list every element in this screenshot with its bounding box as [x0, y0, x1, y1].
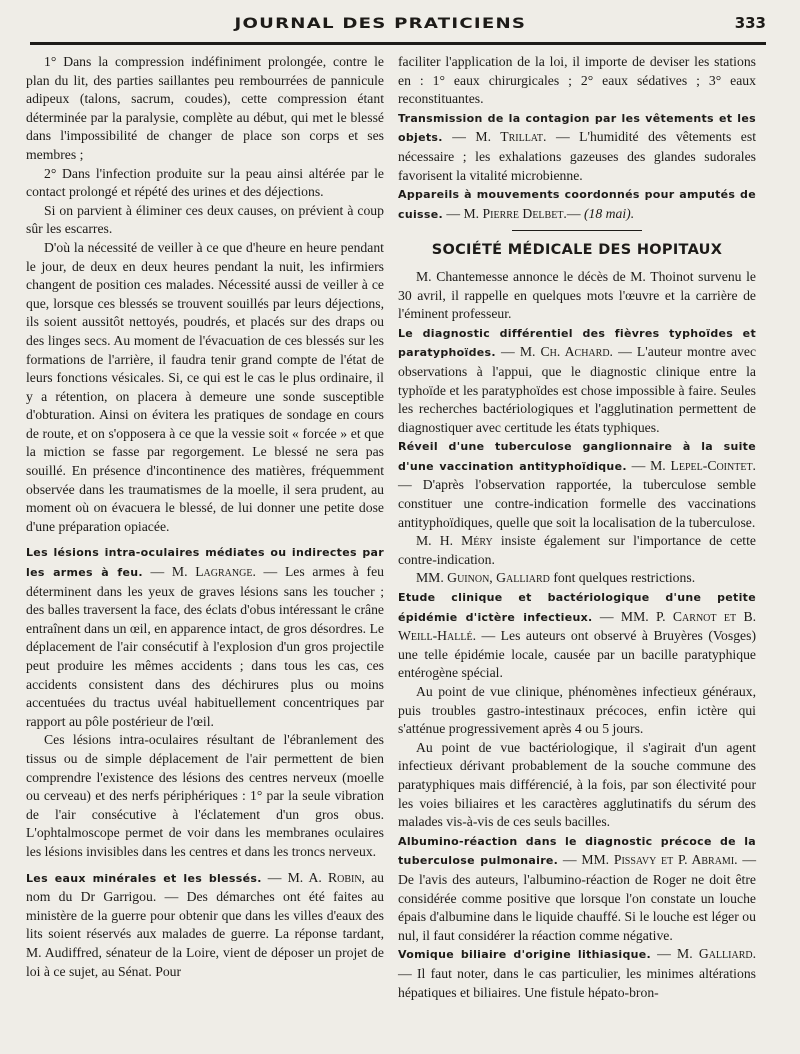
article-text: au nom du Dr Garrigou. — Des démarches ont été faites au ministère de la guerre pour obtenir que dans les villes d'eaux des lits soient réservés aux malades de guerre. La réponse tardant, M. Audiffred, sénateur de la Loire, vient de déposer un projet de loi à ce sujet, au Sénat. Pour: [26, 869, 385, 979]
article-entry: Les lésions intra-oculaires médiates ou indirectes par les armes à feu. — M. Lagrange. — Les armes à feu déterminent dans les yeux de graves lésions sans les toucher ; des balles traversent la face, des éclats d'obus intéressant le crâne entraînent dans un œil, en apparence intact, de gros désordres. Le déplacement de l'air consécutif à l'explosion d'un gros projectile peut produire les mêmes accidents ; dans tous les cas, ces accidents consistent dans des déchirures plus ou moins accentuées du tractus uvéal habituellement concentriques par rapport au pôle postérieur de l'œil.: [26, 546, 384, 729]
section-title: SOCIÉTÉ MÉDICALE DES HOPITAUX: [431, 242, 723, 259]
article-author: M. Ch. Achard.: [519, 344, 613, 360]
article-text: Il faut noter, dans le cas particulier, les minimes altérations hépatiques et biliaires. Une fistule hépato-bron-: [398, 965, 756, 1000]
article-author: M. Trillat.: [475, 129, 547, 145]
article-title: Etude clinique et bactériologique d'une petite épidémie d'ictère infectieux.: [398, 591, 756, 624]
section-separator: [512, 230, 642, 231]
article-text: Les auteurs ont observé à Bruyères (Vosges) une telle épidémie locale, causée par un bacille paratyphique entérogène spécial.: [398, 628, 757, 681]
article-author: MM. Guinon, Galliard: [416, 570, 550, 586]
article-text: font quelques restrictions.: [553, 570, 696, 586]
article-date: (18 mai).: [583, 205, 635, 221]
article-entry: Etude clinique et bactériologique d'une petite épidémie d'ictère infectieux. — MM. P. Carnot et B. Weill-Hallé. — Les auteurs ont observé à Bruyères (Vosges) une telle épidémie locale, causée par un bacille paratyphique entérogène spécial.: [398, 591, 757, 681]
article-author: MM. Pissavy et P. Abrami.: [581, 852, 738, 868]
article-text: L'auteur montre avec observations à l'appui, que le diagnostic clinique entre la typhoïde et les paratyphoïdes est chose impossible à faire. Seules les recherches bactériologiques et l'agglutination permettent de diagnostiquer avec certitude les états typhiques.: [398, 344, 757, 435]
header-rule: [30, 42, 766, 45]
article-title: Le diagnostic différentiel des fièvres typhoïdes et paratyphoïdes.: [398, 326, 756, 360]
article-title: Vomique biliaire d'origine lithiasique.: [398, 948, 651, 962]
article-entry: Appareils à mouvements coordonnés pour amputés de cuisse. — M. Pierre Delbet.— (18 mai).: [398, 188, 756, 221]
article-text: L'humidité des vêtements est nécessaire ; les exhalations gazeuses des glandes sudorales favorisent la vitalité microbienne.: [398, 129, 757, 183]
article-title: Appareils à mouvements coordonnés pour amputés de cuisse.: [398, 188, 756, 221]
article-author: M. Pierre Delbet.: [463, 205, 567, 221]
page-number: 333: [734, 14, 766, 32]
article-title: Réveil d'une tuberculose ganglionnaire à la suite d'une vaccination antityphoïdique.: [398, 440, 756, 473]
article-entry: Le diagnostic différentiel des fièvres typhoïdes et paratyphoïdes. — M. Ch. Achard. — L'auteur montre avec observations à l'appui, que le diagnostic clinique entre la typhoïde et les paratyphoïdes est chose impossible à faire. Seules les recherches bactériologiques et l'agglutination permettent de diagnostiquer avec certitude les états typhiques.: [398, 326, 757, 435]
paragraph: D'où la nécessité de veiller à ce que d'heure en heure pendant le jour, de deux en deux heures pendant la nuit, les infirmiers changent de position ces malades. Nécessité aussi de veiller à ce que, lorsque ces blessés se trouvent souillés par leurs déjections, ils soient aussitôt nettoyés, poudrés, et placés sur des draps ou des linges secs. Au moment de l'évacuation de ces blessés sur les formations de l'arrière, il faudra tenir grand compte de l'état de leurs fonctions vésicales. Si, ce qui est le cas le plus ordinaire, il y a rétention, on placera à demeure une sonde susceptible d'obturation. Ainsi on évitera les pratiques de sondage en cours de route, et on s'opposera à ce que la vessie soit « forcée » et que la miction se fasse par regorgement. Le blessé ne sera pas souillé. En présence d'incontinence des matières, fréquemment observée dans les traumatismes de la moelle, il sera prudent, au moment où on évacuera le blessé, de lui donner une petite dose d'une préparation opiacée.: [26, 239, 384, 534]
right-column: [398, 53, 756, 1002]
text-columns: [26, 53, 766, 1002]
article-author: M. H. Méry: [416, 533, 493, 549]
paragraph: Si on parvient à éliminer ces deux causes, on prévient à coup sûr les escarres.: [26, 202, 384, 237]
paragraph: faciliter l'application de la loi, il importe de deviser les stations en : 1° eaux chirurgicales ; 2° eaux sédatives ; 3° eaux reconstituantes.: [398, 54, 756, 107]
spacer: [26, 862, 384, 869]
article-title: Transmission de la contagion par les vêtements et les objets.: [398, 111, 756, 145]
paragraph: [398, 569, 756, 588]
paragraph: Au point de vue bactériologique, il s'agirait d'un agent infectieux dérivant probablement de la souche commune des paratyphiques mais différencié, à la fois, par son électivité pour les voies biliaires et les caractères agglutinatifs du sérum des malades vis-à-vis de ces seuls bacilles.: [398, 739, 756, 830]
article-author: M. Lepel-Cointet.: [650, 457, 756, 473]
article-text: Les armes à feu déterminent dans les yeux de graves lésions sans les toucher ; des balles traversent la face, des éclats d'obus intéressant le crâne entraînent dans un œil, en apparence intact, de gros désordres. Le déplacement de l'air consécutif à l'explosion d'un gros projectile peut produire les mêmes accidents ; dans tous les cas, ces accidents consistent dans des déchirures plus ou moins accentuées du tractus uvéal habituellement concentriques par rapport au pôle postérieur de l'œil.: [26, 564, 384, 729]
paragraph: Au point de vue clinique, phénomènes infectieux généraux, puis troubles gastro-intestinaux précoces, enfin ictère qui s'atténue progressivement après 4 ou 5 jours.: [398, 684, 756, 737]
article-title: Albumino-réaction dans le diagnostic précoce de la tuberculose pulmonaire.: [398, 834, 756, 868]
article-entry: Les eaux minérales et les blessés. — M. A. Robin, au nom du Dr Garrigou. — Des démarches ont été faites au ministère de la guerre pour obtenir que dans les villes d'eaux des lits soient réservés aux malades de guerre. La réponse tardant, M. Audiffred, sénateur de la Loire, vient de déposer un projet de loi à ce sujet, au Sénat. Pour: [26, 869, 385, 979]
article-text: De l'avis des auteurs, l'albumino-réaction de Roger ne doit être considérée comme positive que lorsque l'on constate un louche épais d'albumine dans le liquide chauffé. Si le louche est léger ou nul, il faut considérer la réaction comme négative.: [398, 871, 756, 943]
article-entry: Vomique biliaire d'origine lithiasique. — M. Galliard. — Il faut noter, dans le cas particulier, les minimes altérations hépatiques et biliaires. Une fistule hépato-bron-: [398, 946, 757, 1000]
spacer: [26, 536, 384, 543]
article-author: M. Galliard.: [677, 946, 757, 962]
article-text: insiste également sur l'importance de cette contre-indication.: [398, 533, 756, 567]
page-header: [26, 14, 766, 40]
article-entry: Albumino-réaction dans le diagnostic précoce de la tuberculose pulmonaire. — MM. Pissavy et P. Abrami. — De l'avis des auteurs, l'albumino-réaction de Roger ne doit être considérée comme positive que lorsque l'on constate un louche épais d'albumine dans le liquide chauffé. Si le louche est léger ou nul, il faut considérer la réaction comme négative.: [398, 834, 757, 943]
paragraph: Ces lésions intra-oculaires résultant de l'ébranlement des tissus ou de simple déplacement de l'air permettent de bien comprendre l'existence des lésions des centres nerveux (moelle ou cerveau) et des nerfs périphériques : 1° par la seule vibration de l'air consécutive à l'éclatement d'un gros obus. L'ophtalmoscope permet de voir dans les membranes oculaires les lésions invisibles dans les centres et dans les troncs nerveux.: [26, 732, 384, 859]
journal-title: JOURNAL DES PRATICIENS: [234, 16, 527, 32]
article-author: M. A. Robin,: [287, 869, 365, 885]
article-entry: Transmission de la contagion par les vêtements et les objets. — M. Trillat. — L'humidité des vêtements est nécessaire ; les exhalations gazeuses des glandes sudorales favorisent la vitalité microbienne.: [398, 111, 757, 183]
article-title: Les eaux minérales et les blessés.: [26, 871, 262, 885]
article-text: D'après l'observation rapportée, la tuberculose semble constituer une contre-indication formelle des vaccinations antityphoïdiques, quelle que soit la localisation de la tuberculose.: [398, 477, 757, 530]
article-entry: Réveil d'une tuberculose ganglionnaire à la suite d'une vaccination antityphoïdique. — M. Lepel-Cointet. — D'après l'observation rapportée, la tuberculose semble constituer une contre-indication formelle des vaccinations antityphoïdiques, quelle que soit la localisation de la tuberculose.: [398, 440, 757, 530]
article-title: Les lésions intra-oculaires médiates ou indirectes par les armes à feu.: [26, 546, 384, 580]
paragraph: M. Chantemesse annonce le décès de M. Thoinot survenu le 30 avril, il rappelle en quelques mots l'œuvre et la carrière de l'éminent professeur.: [398, 268, 756, 322]
article-author: M. Lagrange.: [171, 564, 256, 580]
article-author: MM. P. Carnot et B. Weill-Hallé.: [398, 608, 756, 644]
paragraph: 1° Dans la compression indéfiniment prolongée, contre le plan du lit, des parties saillantes peu rembourrées de pannicule adipeux (talons, sacrum, coudes), cette compression étant déterminée par la paralysie, complète au début, qui met le blessé dans l'impossibilité de changer de place son corps et ses membres ;: [26, 54, 384, 162]
paragraph: [398, 532, 756, 569]
paragraph: 2° Dans l'infection produite sur la peau ainsi altérée par le contact prolongé et répété des urines et des déjections.: [26, 165, 384, 200]
left-column: [26, 53, 384, 1002]
